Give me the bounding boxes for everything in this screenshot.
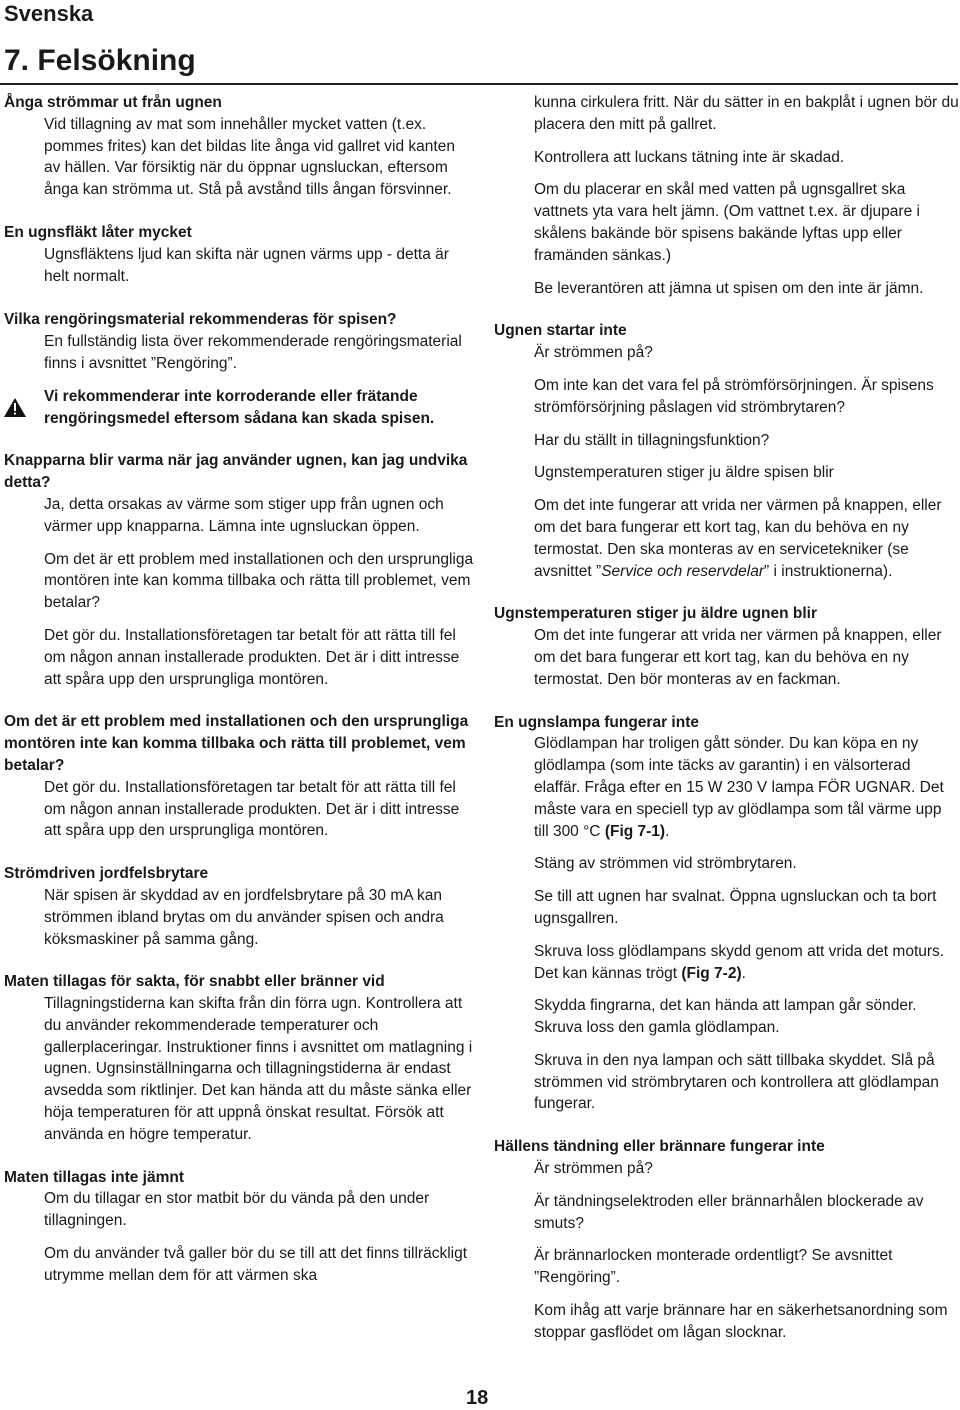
paragraph: Om du använder två galler bör du se till att det finns tillräckligt utrymme mellan dem för att värmen ska (44, 1245, 468, 1284)
text-run: . (665, 822, 670, 840)
page-number: 18 (466, 1387, 489, 1409)
paragraph: Tillagningstiderna kan skifta från din förra ugn. Kontrollera att du använder rekommenderade temperaturer och gallerplaceringar. Instruktioner finns i avsnittet om matlagning i ugnen. Ugnsinställningarna och tillagningstiderna är endast avsedda som riktlinjer. Det kan hända att du måste sänka eller höja temperaturen för att uppnå önskat resultat. Försök att använda en högre temperatur. (44, 995, 473, 1143)
section-heading: Ugnstemperaturen stiger ju äldre ugnen blir (494, 605, 817, 623)
paragraph: En fullständig lista över rekommenderade rengöringsmaterial finns i avsnittet ”Rengöring”. (44, 333, 462, 372)
paragraph: Ugnsfläktens ljud kan skifta när ugnen värms upp - detta är helt normalt. (44, 245, 449, 285)
paragraph: Se till att ugnen har svalnat. Öppna ugnsluckan och ta bort ugnsgallren. (534, 888, 937, 927)
paragraph: Det gör du. Installationsföretagen tar betalt för att rätta till fel om någon annan installerade produkten. Det är i ditt intresse att spåra upp den ursprungliga montören. (44, 778, 460, 840)
paragraph: Kontrollera att luckans tätning inte är skadad. (534, 148, 845, 166)
figure-reference: (Fig 7-2) (681, 964, 742, 982)
paragraph: Det gör du. Installationsföretagen tar betalt för att rätta till fel om någon annan installerade produkten. Det är i ditt intresse att spåra upp den ursprungliga montören. (44, 626, 460, 688)
paragraph: Om inte kan det vara fel på strömförsörjningen. Är spisens strömförsörjning påslagen vid strömbrytaren? (534, 376, 934, 416)
paragraph: Om det inte fungerar att vrida ner värmen på knappen, eller om det bara fungerar ett kort tag, kan du behöva en ny termostat. Den bör monteras av en fackman. (534, 627, 942, 688)
paragraph: Skruva in den nya lampan och sätt tillbaka skyddet. Slå på strömmen vid strömbrytaren och kontrollera att glödlampan fungerar. (534, 1051, 939, 1113)
paragraph: Kom ihåg att varje brännare har en säkerhetsanordning som stoppar gasflödet om lågan slocknar. (534, 1302, 948, 1341)
paragraph: Be leverantören att jämna ut spisen om den inte är jämn. (534, 279, 924, 297)
left-column (4, 92, 474, 1287)
paragraph: Skydda fingrarna, det kan hända att lampan går sönder. Skruva loss den gamla glödlampan. (534, 997, 917, 1037)
text-run: Skruva loss glödlampans skydd genom att vrida det moturs. Det kan kännas trögt (534, 942, 945, 982)
paragraph: Ugnstemperaturen stiger ju äldre spisen blir (534, 464, 834, 482)
language-label: Svenska (4, 1, 94, 26)
text-run: Om det inte fungerar att vrida ner värmen på knappen, eller om det bara fungerar ett kort tag, kan du behöva en ny termostat. Den ska monteras av en servicetekniker (se avsnittet ” (534, 497, 942, 580)
paragraph: Ja, detta orsakas av värme som stiger upp från ugnen och värmer upp knapparna. Lämna inte ugnsluckan öppen. (44, 495, 444, 535)
paragraph: Är brännarlocken monterade ordentligt? Se avsnittet ”Rengöring”. (534, 1247, 893, 1287)
paragraph: Om det är ett problem med installationen och den ursprungliga montören inte kan komma tillbaka och rätta till problemet, vem betalar? (44, 550, 474, 612)
section-heading: Strömdriven jordfelsbrytare (4, 865, 209, 883)
paragraph: Om du placerar en skål med vatten på ugnsgallret ska vattnets yta vara helt jämn. (Om vattnet t.ex. är djupare i skålens bakände bör spisens bakände lyftas upp eller framänden sänkas.) (534, 181, 920, 264)
chapter-title: 7. Felsökning (4, 44, 196, 77)
paragraph (494, 733, 960, 842)
section-heading: Vilka rengöringsmaterial rekommenderas för spisen? (4, 311, 397, 329)
right-column (494, 92, 960, 1344)
paragraph: Är strömmen på? (534, 344, 653, 362)
text-run: . (741, 964, 746, 982)
section-heading: Ånga strömmar ut från ugnen (4, 94, 222, 111)
paragraph: När spisen är skyddad av en jordfelsbrytare på 30 mA kan strömmen ibland brytas om du använder spisen och andra köksmaskiner på samma gång. (44, 886, 444, 948)
paragraph (494, 495, 960, 582)
section-heading: Om det är ett problem med installationen och den ursprungliga montören inte kan komma tillbaka och rätta till problemet, vem betalar? (4, 713, 469, 774)
section-heading: Maten tillagas inte jämnt (4, 1168, 185, 1186)
section-heading: En ugnsfläkt låter mycket (4, 223, 192, 241)
text-run: ” i instruktionerna). (764, 562, 893, 580)
section-heading: Maten tillagas för sakta, för snabbt eller bränner vid (4, 973, 385, 991)
paragraph: Stäng av strömmen vid strömbrytaren. (534, 855, 797, 873)
paragraph: Har du ställt in tillagningsfunktion? (534, 431, 770, 449)
warning-notice (4, 386, 474, 430)
section-heading: En ugnslampa fungerar inte (494, 713, 699, 731)
paragraph: Är strömmen på? (534, 1160, 653, 1178)
section-heading: Knapparna blir varma när jag använder ugnen, kan jag undvika detta? (4, 452, 468, 492)
paragraph: Är tändningselektroden eller brännarhålen blockerade av smuts? (534, 1192, 924, 1232)
title-divider (0, 83, 958, 85)
warning-icon (4, 398, 26, 417)
paragraph: Om du tillagar en stor matbit bör du vända på den under tillagningen. (44, 1190, 430, 1230)
warning-text: Vi rekommenderar inte korroderande eller frätande rengöringsmedel eftersom sådana kan skada spisen. (44, 387, 435, 427)
figure-reference: (Fig 7-1) (604, 822, 666, 840)
text-run: Glödlampan har troligen gått sönder. Du kan köpa en ny glödlampa (som inte täcks av garantin) i en välsorterad elaffär. Fråga efter en 15 W 230 V lampa FÖR UGNAR. Det måste vara en speciell typ av glödlampa som tål värme upp till 300 °C (534, 735, 944, 840)
section-heading: Ugnen startar inte (494, 322, 627, 340)
paragraph: kunna cirkulera fritt. När du sätter in en bakplåt i ugnen bör du placera den mitt på gallret. (534, 94, 959, 133)
section-reference: Service och reservdelar (601, 562, 765, 580)
paragraph (494, 941, 960, 985)
paragraph: Vid tillagning av mat som innehåller mycket vatten (t.ex. pommes frites) kan det bildas lite ånga vid gallret vid kanten av hällen. Var försiktig när du öppnar ugnsluckan, eftersom ånga kan strömma ut. Stå på avstånd tills ångan försvinner. (44, 115, 455, 199)
section-heading: Hällens tändning eller brännare fungerar inte (494, 1138, 825, 1156)
